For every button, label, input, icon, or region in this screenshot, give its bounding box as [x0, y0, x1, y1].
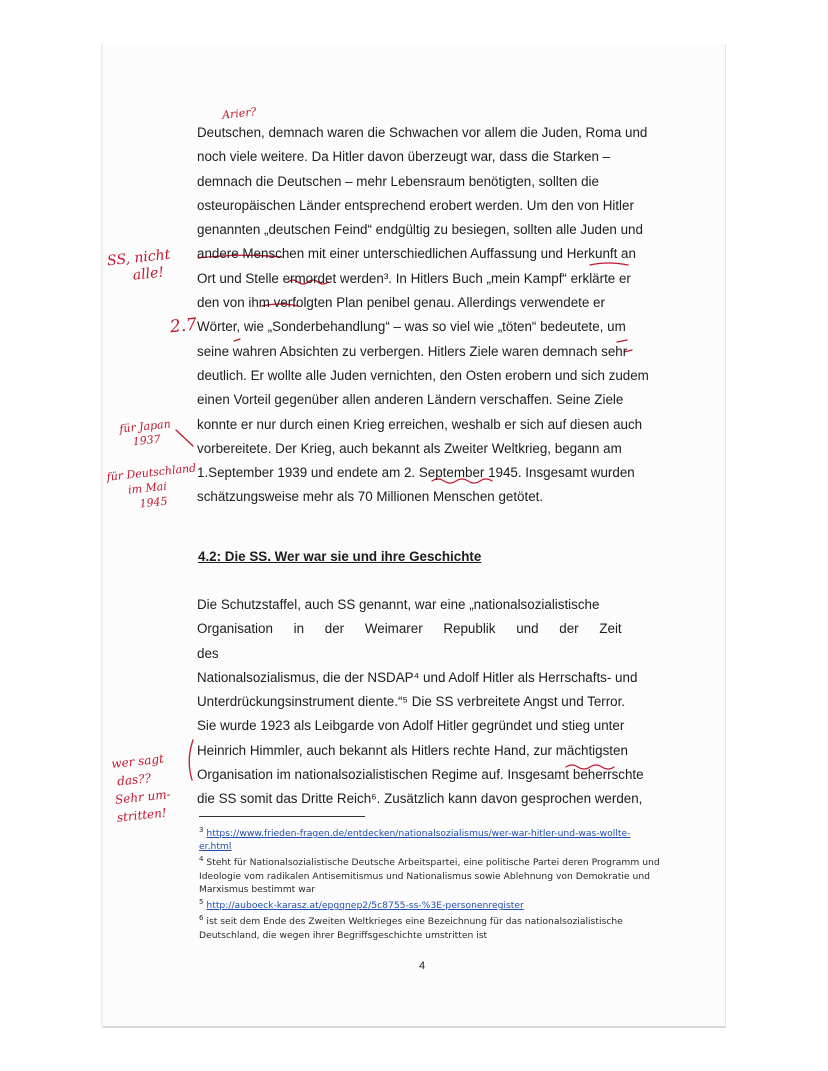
footnote-marker: 6: [199, 914, 204, 923]
text-line: Deutschen, demnach waren die Schwachen vor allem die Juden, Roma und: [197, 125, 648, 140]
note-wer-sagt-das: wer sagt das?? Sehr um- stritten!: [110, 751, 172, 825]
text-line: konnte er nur durch einen Krieg erreichen, weshalb er sich auf diesen auch: [197, 416, 643, 432]
text-line: Organisation im nationalsozialistischen Regime auf. Insgesamt beherrschte: [197, 767, 644, 783]
text-line: genannten „deutschen Feind“ endgültig zu besiegen, sollten alle Juden und: [197, 222, 643, 238]
text-line: Nationalsozialismus, die der NSDAP⁴ und Adolf Hitler als Herrschafts- und: [197, 669, 638, 685]
footnotes: [199, 816, 661, 942]
footnote-6-text: ist seit dem Ende des Zweiten Weltkrieges eine Bezeichnung für das nationalsozialistische Deutschland, die wegen ihrer Begriffsgeschichte umstritten ist: [199, 916, 623, 941]
text-line: noch viele weitere. Da Hitler davon überzeugt war, dass die Starken –: [197, 149, 611, 165]
text-line: einen Vorteil gegenüber allen anderen Ländern verschaffen. Seine Ziele: [197, 392, 624, 408]
text-line: osteuropäischen Länder entsprechend erobert werden. Um den von Hitler: [197, 197, 634, 213]
footnote-4: [199, 853, 661, 896]
bracket-left: [189, 740, 193, 780]
arrow-vorbereitete: [176, 430, 193, 446]
footnote-4-text: Steht für Nationalsozialistische Deutsche Arbeitspartei, eine politische Partei deren Programm und Ideologie vom radikalen Antisemitismus und Nationalismus sowie Ablehnung von Demokratie und Marxismus bestimmt war: [199, 857, 660, 895]
note-ss-nicht-alle: SS, nicht alle!: [106, 246, 172, 284]
footnote-divider: [199, 816, 365, 817]
footnote-5: [199, 896, 661, 912]
text-line: andere Menschen mit einer unterschiedlichen Auffassung und Herkunft an: [197, 246, 636, 262]
text-line: Die Schutzstaffel, auch SS genannt, war eine „nationalsozialistische: [197, 597, 600, 612]
footnote-3: [199, 824, 661, 853]
text-line: den von ihm verfolgten Plan penibel genau. Allerdings verwendete er: [197, 295, 605, 311]
text-line: Sie wurde 1923 als Leibgarde von Adolf Hitler gegründet und stieg unter: [197, 718, 625, 734]
text-line: Wörter, wie „Sonderbehandlung“ – was so viel wie „töten“ bedeutete, um: [197, 319, 626, 335]
text-line: 1.September 1939 und endete am 2. September 1945. Insgesamt wurden: [197, 465, 635, 481]
footnote-marker: 5: [199, 898, 204, 907]
footnote-6: [199, 912, 661, 941]
note-page-ref: 2.7: [168, 314, 198, 338]
section-heading: 4.2: Die SS. Wer war sie und ihre Geschichte: [198, 549, 482, 564]
text-line: demnach die Deutschen – mehr Lebensraum benötigten, sollten die: [197, 173, 599, 189]
text-line: vorbereitete. Der Krieg, auch bekannt als Zweiter Weltkrieg, begann am: [197, 440, 622, 456]
body-paragraph-2: [197, 593, 657, 812]
footnote-marker: 4: [199, 855, 204, 864]
text-line: schätzungsweise mehr als 70 Millionen Menschen getötet.: [197, 489, 544, 505]
note-deutschland: für Deutschland im Mai 1945: [105, 461, 197, 511]
footnote-5-link[interactable]: http://auboeck-karasz.at/epgqnep2/5c8755-ss-%3E-personenregister: [206, 900, 524, 912]
body-paragraph-1: [197, 121, 657, 510]
note-japan: für Japan 1937: [118, 417, 172, 449]
text-line: Organisation in der Weimarer Republik und der Zeit des: [197, 621, 622, 661]
page-number: 4: [419, 960, 426, 972]
text-line: seine wahren Absichten zu verbergen. Hitlers Ziele waren demnach sehr: [197, 343, 628, 359]
text-line: Heinrich Himmler, auch bekannt als Hitlers rechte Hand, zur mächtigsten: [197, 742, 628, 758]
text-line: Ort und Stelle ermordet werden³. In Hitlers Buch „mein Kampf“ erklärte er: [197, 270, 631, 286]
text-line: Unterdrückungsinstrument diente.“⁵ Die SS verbreitete Angst und Terror.: [197, 694, 626, 710]
text-line: die SS somit das Dritte Reich⁶. Zusätzlich kann davon gesprochen werden,: [197, 791, 643, 807]
footnote-3-link-cont[interactable]: er.html: [199, 841, 232, 853]
text-line: deutlich. Er wollte alle Juden vernichten, den Osten erobern und sich zudem: [197, 367, 649, 383]
footnote-3-link[interactable]: https://www.frieden-fragen.de/entdecken/nationalsozialismus/wer-war-hitler-und-was-wollte-: [206, 828, 631, 840]
note-top-word: Arier?: [221, 105, 257, 122]
footnote-marker: 3: [199, 826, 204, 834]
